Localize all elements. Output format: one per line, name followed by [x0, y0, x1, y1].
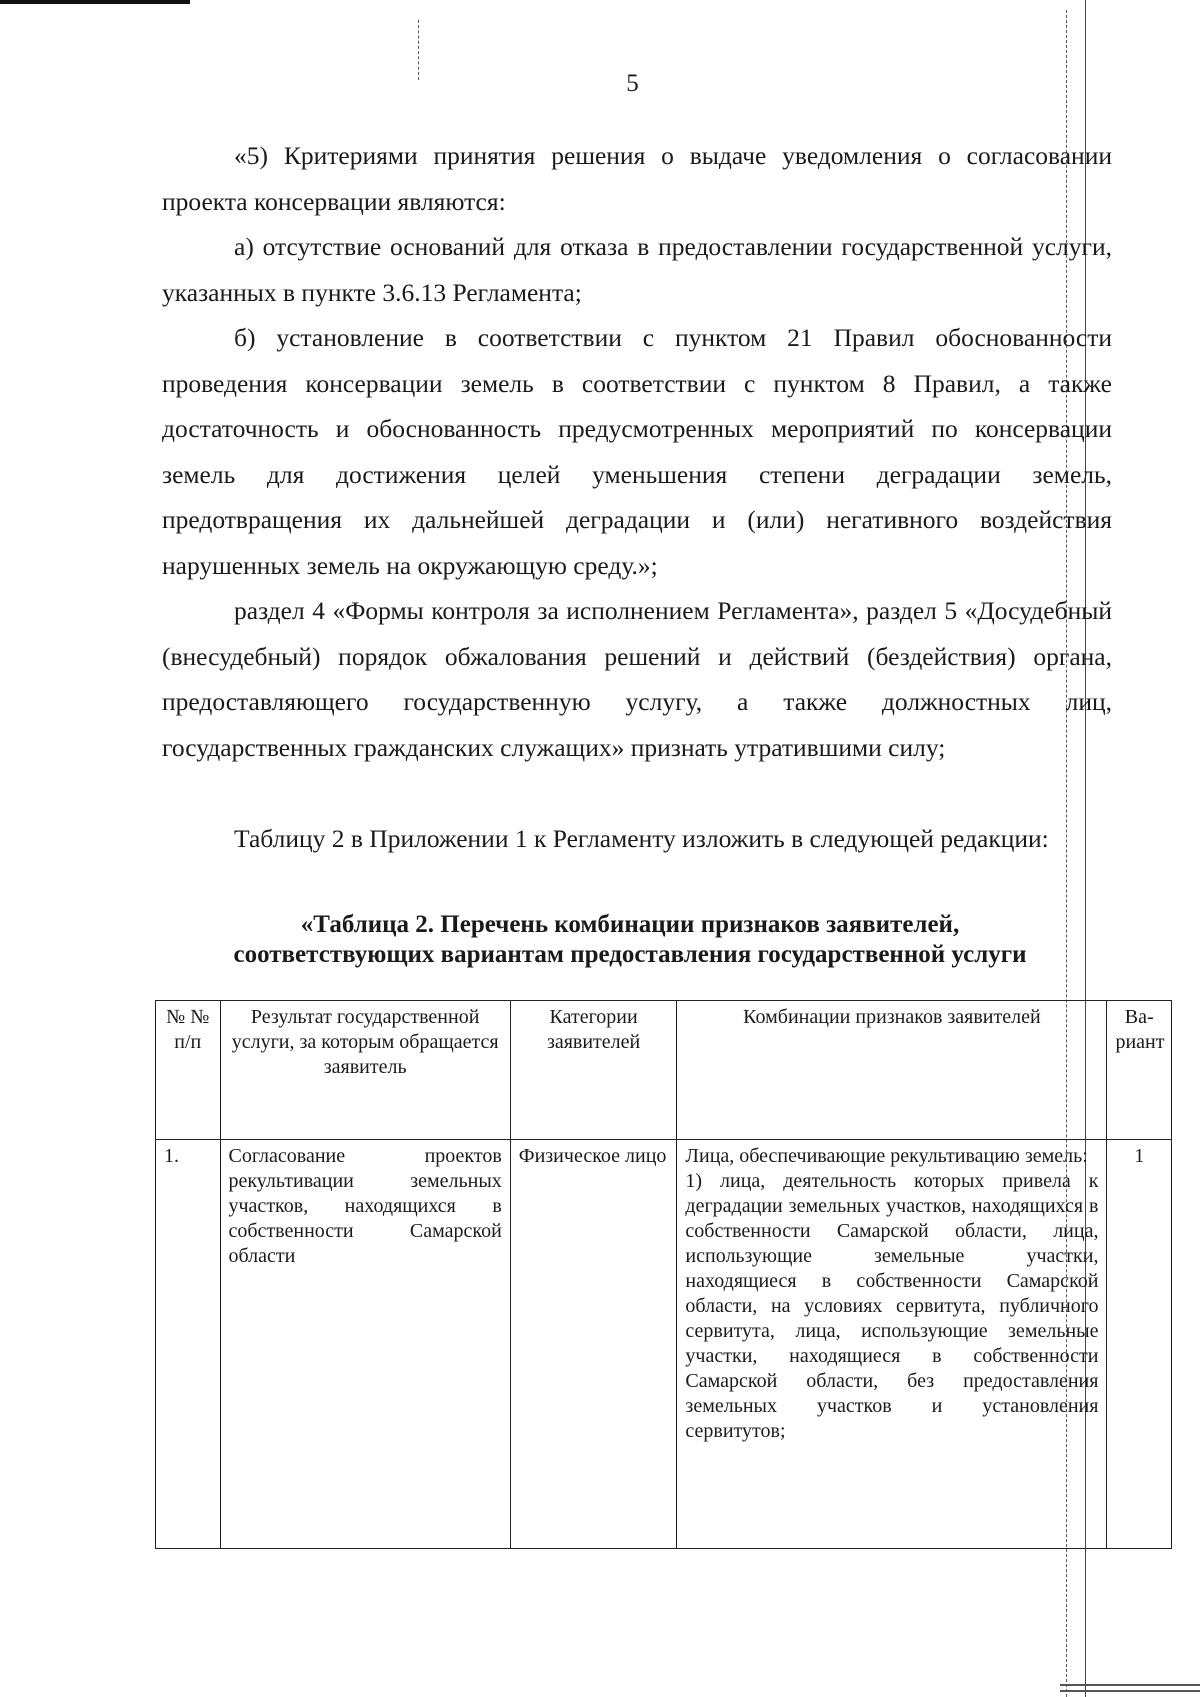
paragraph-item-a: а) отсутствие оснований для отказа в предоставлении государственной услуги, указанных в пункте 3.6.13 Регламента;	[162, 232, 1112, 307]
cell-num: 1.	[156, 1140, 221, 1549]
table-row	[156, 1140, 1172, 1549]
header-num: № № п/п	[156, 1001, 221, 1140]
cell-combination	[677, 1140, 1107, 1549]
paragraph-criteria: «5) Критериями принятия решения о выдаче уведомления о согласовании проекта консервации являются:	[162, 141, 1112, 216]
table-header-row	[156, 1001, 1172, 1140]
header-combination: Комбинации признаков заявителей	[677, 1001, 1107, 1140]
cell-variant: 1	[1107, 1140, 1172, 1549]
paragraph-item-b: б) установление в соответствии с пунктом 21 Правил обоснованности проведения консервации земель в соответствии с пунктом 8 Правил, а также достаточность и обоснованность предусмотренных мероприятий по консервации земель для достижения целей уменьшения степени деградации земель, предотвращения их дальнейшей деградации и (или) негативного воздействия нарушенных земель на окружающую среду.»;	[162, 323, 1112, 580]
paragraph-section-4-5: раздел 4 «Формы контроля за исполнением Регламента», раздел 5 «Досудебный (внесудебный) порядок обжалования решений и действий (бездействия) органа, предоставляющего государственную услугу, а также должностных лиц, государственных гражданских служащих» признать утратившими силу;	[162, 596, 1112, 762]
page-number: 5	[626, 70, 639, 97]
scan-artifact-bottom	[1060, 1690, 1200, 1692]
paragraph-table-2-intro: Таблицу 2 в Приложении 1 к Регламенту изложить в следующей редакции:	[234, 824, 1049, 853]
table-title-line-1: «Таблица 2. Перечень комбинации признаков заявителей,	[300, 911, 960, 938]
combination-intro: Лица, обеспечивающие рекультивацию земель:	[685, 1145, 1088, 1167]
applicant-combinations-table	[155, 1000, 1172, 1549]
scan-artifact-top	[0, 0, 190, 4]
combination-item-1: 1) лица, деятельность которых привела к деградации земельных участков, находящихся в собственности Самарской области, лица, использующие земельные участки, находящиеся в собственности Самарской области, на условиях сервитута, публичного сервитута, лица, использующие земельные участки, находящиеся в собственности Самарской области, без предоставления земельных участков и установления сервитутов;	[685, 1170, 1099, 1442]
header-variant: Ва-риант	[1107, 1001, 1172, 1140]
table-title-line-2: соответствующих вариантам предоставления государственной услуги	[233, 941, 1027, 968]
cell-category: Физическое лицо	[510, 1140, 677, 1549]
header-category: Категории заявителей	[510, 1001, 677, 1140]
header-result: Результат государственной услуги, за которым обращается заявитель	[220, 1001, 510, 1140]
cell-result: Согласование проектов рекультивации земельных участков, находящихся в собственности Самарской области	[220, 1140, 510, 1549]
table-title	[150, 910, 1110, 970]
scan-artifact-bottom	[1060, 1684, 1200, 1686]
